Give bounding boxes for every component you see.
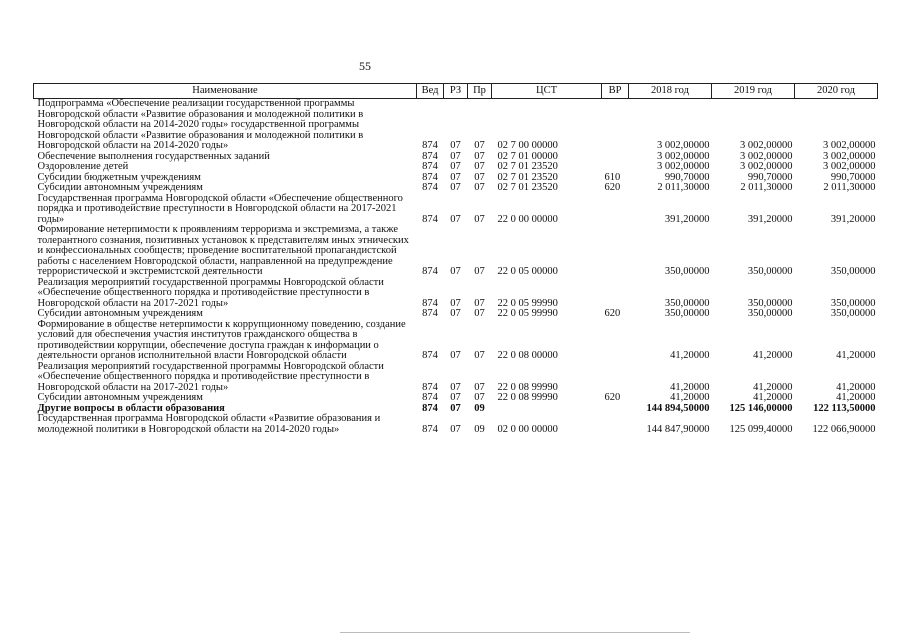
row-name-cell: Реализация мероприятий государственной программы Новгородской области «Обеспечение общественного порядка и противодействие преступности в Новгородской области на 2017-2021 годы» (37, 276, 384, 309)
row-2020-cell: 350,00000 (830, 308, 876, 319)
column-header-ved: Вед (417, 84, 444, 99)
table-body (34, 99, 878, 436)
row-2020-cell: 2 011,30000 (823, 182, 876, 193)
row-rz-cell: 07 (450, 182, 461, 193)
row-2018-cell: 350,00000 (664, 297, 710, 309)
row-cst-cell: 22 0 05 99990 (497, 308, 558, 319)
row-rz-cell: 07 (450, 308, 461, 319)
budget-table-container (33, 83, 878, 435)
row-pr-cell: 07 (474, 381, 485, 393)
table-row (34, 320, 878, 362)
row-name-cell: Государственная программа Новгородской области «Обеспечение общественного порядка и противодействие преступности в Новгородской области на 2017-2021 годы» (37, 192, 403, 225)
table-row (34, 309, 878, 320)
row-cst-cell (492, 404, 602, 415)
row-vr-cell (602, 99, 629, 152)
row-2018-cell: 3 002,00000 (657, 140, 710, 151)
row-2019-cell: 3 002,00000 (740, 150, 793, 162)
row-cst-cell: 02 7 01 00000 (497, 150, 558, 162)
row-2020-cell: 41,20000 (836, 350, 876, 361)
row-2019-cell: 3 002,00000 (740, 140, 793, 151)
row-name-cell: Субсидии автономным учреждениям (37, 392, 203, 403)
row-rz-cell: 07 (450, 266, 461, 277)
row-2019-cell: 125 146,00000 (729, 402, 793, 414)
row-2020-cell: 350,00000 (830, 266, 876, 277)
row-vr-cell (602, 404, 629, 415)
row-2020-cell: 122 066,90000 (812, 423, 876, 435)
row-name-cell: Другие вопросы в области образования (37, 402, 225, 414)
row-2020-cell: 41,20000 (836, 392, 876, 403)
row-ved-cell: 874 (422, 392, 438, 403)
row-vr-cell (602, 320, 629, 362)
row-2018-cell: 350,00000 (664, 266, 710, 277)
row-name-cell: Формирование в обществе нетерпимости к коррупционному поведению, создание условий для обеспечения участия институтов гражданского общества в противодействии коррупции, обеспечение доступа граждан к информации о деятельности органов исполнительной власти Новгородской области (37, 318, 406, 361)
row-cst-cell: 22 0 08 99990 (497, 381, 558, 393)
row-pr-cell: 07 (474, 266, 485, 277)
row-ved-cell: 874 (422, 297, 438, 309)
row-2020-cell: 391,20000 (830, 213, 876, 225)
row-name-cell: Субсидии автономным учреждениям (37, 308, 203, 319)
column-header-rz: РЗ (444, 84, 468, 99)
row-ved-cell: 874 (422, 381, 438, 393)
row-2020-cell: 122 113,50000 (813, 402, 876, 414)
row-2019-cell: 41,20000 (753, 381, 793, 393)
row-2019-cell: 2 011,30000 (740, 182, 793, 193)
row-2020-cell: 41,20000 (836, 381, 876, 393)
row-pr-cell: 07 (474, 308, 485, 319)
row-cst-cell: 02 0 00 00000 (497, 423, 558, 435)
row-cst-cell: 22 0 05 00000 (497, 266, 558, 277)
row-rz-cell: 07 (450, 423, 461, 435)
row-vr-cell: 610 (604, 171, 621, 183)
row-rz-cell: 07 (450, 381, 461, 393)
row-2018-cell: 391,20000 (664, 213, 710, 225)
row-pr-cell: 07 (474, 297, 485, 309)
row-2019-cell: 41,20000 (753, 392, 793, 403)
row-2019-cell: 3 002,00000 (740, 161, 793, 172)
row-pr-cell: 07 (474, 350, 485, 361)
row-vr-cell (602, 194, 629, 226)
row-vr-cell: 620 (604, 308, 621, 319)
row-pr-cell: 07 (474, 182, 485, 193)
row-vr-cell (602, 362, 629, 394)
row-ved-cell: 874 (422, 266, 438, 277)
column-header-name: Наименование (34, 84, 417, 99)
table-row (34, 183, 878, 194)
row-name-cell: Государственная программа Новгородской области «Развитие образования и молодежной политики в Новгородской области на 2014-2020 годы» (37, 413, 381, 435)
row-pr-cell: 09 (474, 402, 485, 414)
row-rz-cell: 07 (450, 297, 461, 309)
column-header-vr: ВР (602, 84, 629, 99)
row-name-cell: Реализация мероприятий государственной программы Новгородской области «Обеспечение общественного порядка и противодействие преступности в Новгородской области на 2017-2021 годы» (37, 360, 384, 393)
row-ved-cell: 874 (422, 402, 438, 414)
row-rz-cell: 07 (450, 402, 461, 414)
table-row (34, 362, 878, 394)
budget-table (33, 83, 878, 435)
row-2018-cell: 990,70000 (664, 171, 710, 183)
row-cst-cell: 02 7 01 23520 (497, 171, 558, 183)
row-name-cell: Формирование нетерпимости к проявлениям терроризма и экстремизма, а также толерантного сознания, позитивных установок к представителям иных этнических и конфессиональных сообществ; проведение воспитательной пропагандистской работы с населением Новгородской области, направленной на предупреждение террористической и экстремистской деятельности (37, 224, 409, 277)
row-rz-cell: 07 (450, 171, 461, 183)
row-name-cell: Оздоровление детей (37, 161, 129, 172)
row-name-cell: Субсидии бюджетным учреждениям (37, 171, 201, 183)
row-cst-cell: 22 0 08 00000 (497, 350, 558, 361)
row-vr-cell (602, 152, 629, 163)
row-cst-cell: 02 7 01 23520 (497, 161, 558, 172)
row-2018-cell: 3 002,00000 (657, 161, 710, 172)
row-2018-cell: 350,00000 (664, 308, 710, 319)
row-ved-cell: 874 (422, 308, 438, 319)
row-pr-cell: 09 (474, 423, 485, 435)
row-pr-cell: 07 (474, 213, 485, 225)
row-2018-cell: 3 002,00000 (657, 150, 710, 162)
table-row (34, 225, 878, 278)
row-rz-cell: 07 (450, 150, 461, 162)
row-ved-cell: 874 (422, 213, 438, 225)
row-2020-cell: 350,00000 (830, 297, 876, 309)
row-ved-cell: 874 (422, 171, 438, 183)
row-vr-cell (602, 162, 629, 173)
row-ved-cell: 874 (422, 423, 438, 435)
row-pr-cell: 07 (474, 392, 485, 403)
row-name-cell: Подпрограмма «Обеспечение реализации государственной программы Новгородской области «Развитие образования и молодежной политики в Новгородской области на 2014-2020 годы» государственной программы Новгородской области «Развитие образования и молодежной политики в Новгородской области на 2014-2020 годы» (37, 98, 364, 151)
row-rz-cell: 07 (450, 392, 461, 403)
row-cst-cell: 02 7 01 23520 (497, 182, 558, 193)
row-vr-cell (602, 278, 629, 310)
row-name-cell: Субсидии автономным учреждениям (37, 182, 203, 193)
column-header-pr: Пр (468, 84, 492, 99)
row-2018-cell: 2 011,30000 (657, 182, 710, 193)
row-cst-cell: 22 0 00 00000 (497, 213, 558, 225)
row-2018-cell: 41,20000 (670, 350, 710, 361)
column-header-2018: 2018 год (629, 84, 712, 99)
table-row (34, 99, 878, 152)
row-pr-cell: 07 (474, 140, 485, 151)
table-row (34, 393, 878, 404)
row-2019-cell: 350,00000 (747, 266, 793, 277)
row-vr-cell: 620 (604, 182, 621, 193)
table-row (34, 414, 878, 435)
row-name-cell: Обеспечение выполнения государственных заданий (37, 150, 270, 162)
row-ved-cell: 874 (422, 150, 438, 162)
row-cst-cell: 02 7 00 00000 (497, 140, 558, 151)
table-row (34, 194, 878, 226)
row-cst-cell: 22 0 08 99990 (497, 392, 558, 403)
row-rz-cell: 07 (450, 140, 461, 151)
table-row (34, 278, 878, 310)
row-pr-cell: 07 (474, 150, 485, 162)
row-vr-cell: 620 (604, 392, 621, 403)
row-2018-cell: 144 847,90000 (646, 423, 710, 435)
row-2019-cell: 391,20000 (747, 213, 793, 225)
row-ved-cell: 874 (422, 140, 438, 151)
scan-footer-line (340, 632, 690, 633)
column-header-cst: ЦСТ (492, 84, 602, 99)
row-2018-cell: 41,20000 (670, 381, 710, 393)
row-2019-cell: 990,70000 (747, 171, 793, 183)
column-header-2020: 2020 год (795, 84, 878, 99)
row-2018-cell: 41,20000 (670, 392, 710, 403)
row-2019-cell: 125 099,40000 (729, 423, 793, 435)
row-2018-cell: 144 894,50000 (646, 402, 710, 414)
row-2020-cell: 3 002,00000 (823, 140, 876, 151)
page-number: 55 (359, 59, 371, 73)
row-pr-cell: 07 (474, 171, 485, 183)
row-2020-cell: 3 002,00000 (823, 150, 876, 162)
row-ved-cell: 874 (422, 161, 438, 172)
table-header-row (34, 84, 878, 99)
row-cst-cell: 22 0 05 99990 (497, 297, 558, 309)
row-vr-cell (602, 225, 629, 278)
row-2019-cell: 41,20000 (753, 350, 793, 361)
column-header-2019: 2019 год (712, 84, 795, 99)
row-2019-cell: 350,00000 (747, 308, 793, 319)
row-rz-cell: 07 (450, 213, 461, 225)
table-row (34, 162, 878, 173)
row-rz-cell: 07 (450, 161, 461, 172)
row-2020-cell: 3 002,00000 (823, 161, 876, 172)
row-2020-cell: 990,70000 (830, 171, 876, 183)
row-pr-cell: 07 (474, 161, 485, 172)
row-ved-cell: 874 (422, 350, 438, 361)
row-vr-cell (602, 414, 629, 435)
row-2019-cell: 350,00000 (747, 297, 793, 309)
row-rz-cell: 07 (450, 350, 461, 361)
row-ved-cell: 874 (422, 182, 438, 193)
